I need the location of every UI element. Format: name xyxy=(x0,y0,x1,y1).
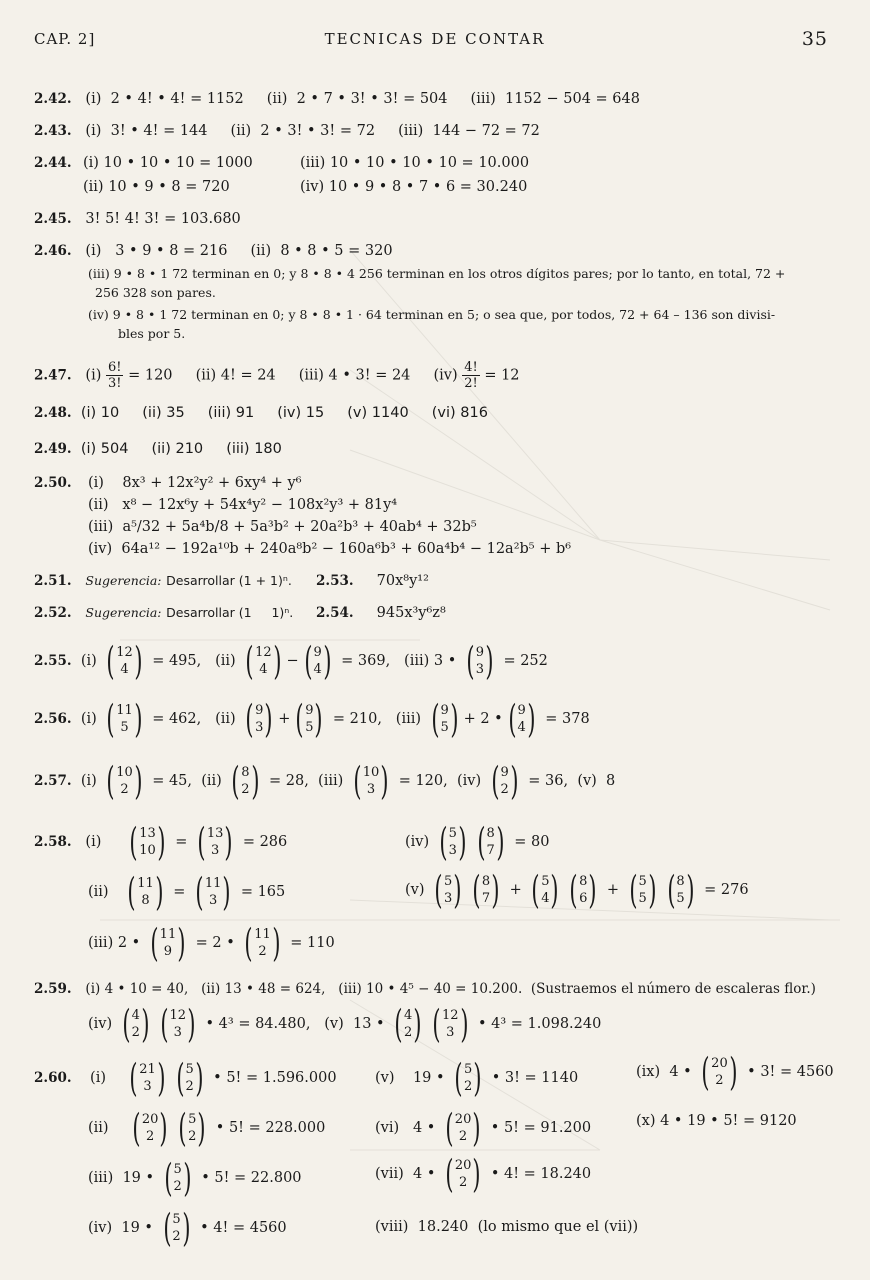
binomial: ( 11 8 ) xyxy=(127,870,164,914)
problem-number: 2.49. xyxy=(34,441,72,457)
problem-number: 2.58. xyxy=(34,834,72,850)
result: = 252 xyxy=(503,653,548,669)
binomial: ( 10 2 ) xyxy=(106,759,143,803)
problem-2-50 xyxy=(34,474,72,492)
binomial: ( 5 2 ) xyxy=(178,1106,206,1150)
binomial: ( 8 7 ) xyxy=(477,820,505,864)
binomial: ( 4 2 ) xyxy=(122,1002,150,1046)
answer-2-46-iii-cont: 256 328 son pares. xyxy=(95,285,216,300)
binomial: ( 5 3 ) xyxy=(434,868,462,912)
problem-2-60-iv xyxy=(88,1208,287,1248)
problem-2-55 xyxy=(34,641,548,681)
problem-number: 2.55. xyxy=(34,653,72,669)
binomial: ( 20 2 ) xyxy=(445,1152,481,1196)
binomial: ( 20 2 ) xyxy=(701,1050,738,1094)
problem-number: 2.46. xyxy=(34,243,72,259)
label-iii: (iii) 3 • xyxy=(404,653,457,669)
problem-number: 2.44. xyxy=(34,155,72,171)
binomial: ( 13 3 ) xyxy=(197,820,233,864)
answer-v: (v) 8 xyxy=(577,773,616,789)
result: • 4³ = 1.098.240 xyxy=(477,1016,602,1032)
operator: = xyxy=(173,884,186,900)
problem-number: 2.60. xyxy=(34,1070,72,1086)
binomial: ( 8 5 ) xyxy=(666,868,695,912)
problem-2-54 xyxy=(316,604,446,622)
answer-text: (i) 4 • 10 = 40, (ii) 13 • 48 = 624, (iii) 10 • 4⁵ − 40 = 10.200. (Sustraemos el número de escaleras flor.) xyxy=(85,981,816,997)
binomial: ( 11 2 ) xyxy=(244,921,281,965)
fraction: $\frac{4!}{2!}$ xyxy=(464,360,478,391)
problem-2-60-i xyxy=(34,1058,337,1098)
binomial: ( 8 2 ) xyxy=(231,759,260,803)
label-v: (v) 13 • xyxy=(324,1016,385,1032)
label-vii: (vii) 4 • xyxy=(375,1166,436,1182)
binomial: ( 11 9 ) xyxy=(150,921,186,965)
label-iii: (iii) 19 • xyxy=(88,1170,155,1186)
label-ii: (ii) xyxy=(88,884,109,900)
binomial: ( 5 2 ) xyxy=(454,1056,482,1100)
answer-text: (i) 504 (ii) 210 (iii) 180 xyxy=(80,441,282,457)
problem-number: 2.52. xyxy=(34,605,72,621)
result: • 5! = 228.000 xyxy=(215,1120,326,1136)
page-number: 35 xyxy=(801,28,828,50)
result: = 276 xyxy=(704,882,749,898)
answer-2-50-i: (i) 8x³ + 12x²y² + 6xy⁴ + y⁶ xyxy=(88,475,302,491)
answer-text: (i) 3! • 4! = 144 (ii) 2 • 3! • 3! = 72 (iii) 144 − 72 = 72 xyxy=(85,123,540,139)
problem-2-58-ii xyxy=(88,872,285,912)
chapter-label: CAP. 2] xyxy=(34,30,96,48)
answer-text: 70x⁸y¹² xyxy=(376,573,429,589)
answer-iii: (iii) 4 • 3! = 24 xyxy=(298,367,411,384)
result: = 165 xyxy=(240,884,286,900)
label-i: (i) xyxy=(85,834,102,850)
problem-number: 2.42. xyxy=(34,91,72,107)
binomial: ( 9 5 ) xyxy=(295,697,323,741)
problem-2-43 xyxy=(34,122,540,140)
problem-2-45 xyxy=(34,210,241,228)
operator: − xyxy=(286,653,299,669)
label-ii: (ii) xyxy=(215,711,236,727)
result: = 120, xyxy=(398,773,448,789)
hint-label: Sugerencia: xyxy=(85,605,162,620)
problem-2-48 xyxy=(34,404,488,422)
problem-2-60-iii xyxy=(88,1158,302,1198)
problem-2-52 xyxy=(34,604,293,622)
answer-2-46-iv-cont: bles por 5. xyxy=(118,326,186,341)
problem-number: 2.48. xyxy=(34,405,72,421)
problem-2-46 xyxy=(34,242,393,260)
label-iv: (iv) 19 • xyxy=(88,1220,153,1236)
problem-number: 2.45. xyxy=(34,211,72,227)
binomial: ( 9 4 ) xyxy=(303,639,332,683)
label-iii: (iii) 2 • xyxy=(88,935,141,951)
problem-2-59-iv xyxy=(88,1004,601,1044)
label-ii: (ii) xyxy=(201,773,222,789)
operator: = xyxy=(175,834,188,850)
label-i: (i) xyxy=(80,711,97,727)
label-iv: (iv) xyxy=(405,834,430,850)
label-iv: (iv) xyxy=(433,367,458,384)
binomial: ( 5 3 ) xyxy=(439,820,467,864)
result: • 3! = 4560 xyxy=(747,1064,834,1080)
label-ix: (ix) 4 • xyxy=(636,1064,692,1080)
operator: + xyxy=(606,882,620,898)
operator: + xyxy=(509,882,522,898)
problem-2-60-ix xyxy=(636,1052,834,1092)
problem-2-58-i xyxy=(34,822,287,862)
answer-text: 3! 5! 4! 3! = 103.680 xyxy=(85,211,241,227)
operator: + 2 • xyxy=(463,711,503,727)
result: • 4! = 18.240 xyxy=(490,1166,592,1182)
binomial: ( 11 3 ) xyxy=(195,870,231,914)
result: = 110 xyxy=(290,935,335,951)
binomial: ( 21 3 ) xyxy=(129,1056,166,1100)
hint-text: Desarrollar (1 1)ⁿ. xyxy=(166,605,294,620)
answer-2-46-iv: (iv) 9 • 8 • 1 72 terminan en 0; y 8 • 8 • 1 · 64 terminan en 5; o sea que, por todos, 72 + 64 – 136 son divisi- xyxy=(88,307,776,322)
binomial: ( 9 3 ) xyxy=(245,697,273,741)
label-iii: (iii) xyxy=(318,773,344,789)
label-iv: (iv) xyxy=(88,1016,113,1032)
result: • 3! = 1140 xyxy=(491,1070,579,1086)
result: • 4³ = 84.480, xyxy=(205,1016,311,1032)
result: = 28, xyxy=(268,773,309,789)
problem-2-44 xyxy=(34,154,72,172)
binomial: ( 9 4 ) xyxy=(508,697,536,741)
problem-2-49 xyxy=(34,440,282,458)
page-title: TECNICAS DE CONTAR xyxy=(324,30,546,48)
operator: + xyxy=(278,711,291,727)
problem-number: 2.47. xyxy=(34,367,72,384)
label-ii: (ii) xyxy=(88,1120,109,1136)
problem-number: 2.54. xyxy=(316,605,354,621)
label-i: (i) xyxy=(90,1070,106,1086)
result: = 45, xyxy=(152,773,193,789)
label-iii: (iii) xyxy=(395,711,422,727)
problem-number: 2.43. xyxy=(34,123,72,139)
problem-number: 2.56. xyxy=(34,711,72,727)
answer-text: (i) 2 • 4! • 4! = 1152 (ii) 2 • 7 • 3! • 3! = 504 (iii) 1152 − 504 = 648 xyxy=(85,91,640,107)
result: = 462, xyxy=(152,711,202,727)
binomial: ( 5 2 ) xyxy=(162,1206,191,1250)
binomial: ( 20 2 ) xyxy=(445,1106,481,1150)
binomial: ( 5 2 ) xyxy=(164,1156,192,1200)
answer-2-50-iv: (iv) 64a¹² − 192a¹⁰b + 240a⁸b² − 160a⁶b³ + 60a⁴b⁴ − 12a²b⁵ + b⁶ xyxy=(88,541,572,557)
problem-2-53 xyxy=(316,572,429,590)
problem-number: 2.57. xyxy=(34,773,72,789)
label-i: (i) xyxy=(85,367,102,384)
problem-2-60-vi xyxy=(375,1108,591,1148)
fraction: $\frac{6!}{3!}$ xyxy=(107,360,122,391)
problem-2-57 xyxy=(34,761,615,801)
result: = 378 xyxy=(545,711,590,727)
binomial: ( 12 4 ) xyxy=(106,639,143,683)
binomial: ( 9 5 ) xyxy=(430,697,459,741)
problem-2-58-v xyxy=(405,870,749,910)
answer-2-44-iii: (iii) 10 • 10 • 10 • 10 = 10.000 xyxy=(300,155,530,171)
problem-number: 2.53. xyxy=(316,573,354,589)
label-i: (i) xyxy=(80,773,97,789)
problem-2-56 xyxy=(34,699,590,739)
problem-2-60-ii xyxy=(88,1108,325,1148)
result: = 369, xyxy=(341,653,391,669)
label-vi: (vi) 4 • xyxy=(375,1120,436,1136)
binomial: ( 9 2 ) xyxy=(491,759,519,803)
hint-label: Sugerencia: xyxy=(85,573,162,588)
result: • 5! = 91.200 xyxy=(490,1120,592,1136)
problem-2-58-iii xyxy=(88,923,335,963)
problem-2-58-iv xyxy=(405,822,549,862)
binomial: ( 12 3 ) xyxy=(432,1002,469,1046)
answer-2-44-iv: (iv) 10 • 9 • 8 • 7 • 6 = 30.240 xyxy=(300,179,528,195)
binomial: ( 20 2 ) xyxy=(132,1106,168,1150)
result: = 12 xyxy=(484,367,520,384)
label-v: (v) 19 • xyxy=(375,1070,445,1086)
binomial: ( 12 3 ) xyxy=(160,1002,196,1046)
operator: = 2 • xyxy=(195,935,235,951)
binomial: ( 11 5 ) xyxy=(106,697,143,741)
binomial: ( 12 4 ) xyxy=(245,639,282,683)
problem-number: 2.51. xyxy=(34,573,72,589)
binomial: ( 10 3 ) xyxy=(353,759,389,803)
answer-2-50-iii: (iii) a⁵/32 + 5a⁴b/8 + 5a³b² + 20a²b³ + 40ab⁴ + 32b⁵ xyxy=(88,519,477,535)
problem-2-47 xyxy=(34,360,520,391)
result: • 5! = 22.800 xyxy=(201,1170,302,1186)
answer-2-46-iii: (iii) 9 • 8 • 1 72 terminan en 0; y 8 • 8 • 4 256 terminan en los otros dígitos pares; por lo tanto, en total, 72 + xyxy=(88,266,786,281)
label-v: (v) xyxy=(405,882,425,898)
problem-2-42 xyxy=(34,90,640,108)
answer-2-50-ii: (ii) x⁸ − 12x⁶y + 54x⁴y² − 108x²y³ + 81y⁴ xyxy=(88,497,398,513)
label-iv: (iv) xyxy=(456,773,482,789)
problem-number: 2.50. xyxy=(34,475,72,491)
binomial: ( 13 10 ) xyxy=(129,820,166,864)
result: = 120 xyxy=(128,367,173,384)
result: = 80 xyxy=(514,834,550,850)
binomial: ( 8 6 ) xyxy=(569,868,597,912)
answer-text: (i) 3 • 9 • 8 = 216 (ii) 8 • 8 • 5 = 320 xyxy=(85,243,393,259)
answer-2-44-ii: (ii) 10 • 9 • 8 = 720 xyxy=(83,179,230,195)
binomial: ( 5 2 ) xyxy=(175,1056,204,1100)
result: = 286 xyxy=(242,834,288,850)
result: • 5! = 1.596.000 xyxy=(213,1070,337,1086)
binomial: ( 4 2 ) xyxy=(394,1002,422,1046)
hint-text: Desarrollar (1 + 1)ⁿ. xyxy=(166,573,292,588)
problem-2-60-viii: (viii) 18.240 (lo mismo que el (vii)) xyxy=(375,1219,639,1235)
answer-ii: (ii) 4! = 24 xyxy=(195,367,276,384)
problem-2-51 xyxy=(34,572,292,590)
result: = 210, xyxy=(332,711,382,727)
label-i: (i) xyxy=(80,653,97,669)
answer-text: 945x³y⁶z⁸ xyxy=(376,605,446,621)
problem-2-59 xyxy=(34,980,816,998)
problem-2-60-v xyxy=(375,1058,578,1098)
problem-2-60-x: (x) 4 • 19 • 5! = 9120 xyxy=(636,1113,797,1129)
binomial: ( 5 4 ) xyxy=(531,868,559,912)
problem-number: 2.59. xyxy=(34,981,72,997)
label-ii: (ii) xyxy=(215,653,236,669)
answer-text: (i) 10 (ii) 35 (iii) 91 (iv) 15 (v) 1140 (vi) 816 xyxy=(80,405,488,421)
binomial: ( 9 3 ) xyxy=(466,639,494,683)
result: • 4! = 4560 xyxy=(200,1220,287,1236)
binomial: ( 5 5 ) xyxy=(628,868,657,912)
answer-2-44-i: (i) 10 • 10 • 10 = 1000 xyxy=(83,155,253,171)
binomial: ( 8 7 ) xyxy=(472,868,500,912)
problem-2-60-vii xyxy=(375,1154,591,1194)
result: = 36, xyxy=(528,773,569,789)
result: = 495, xyxy=(152,653,202,669)
